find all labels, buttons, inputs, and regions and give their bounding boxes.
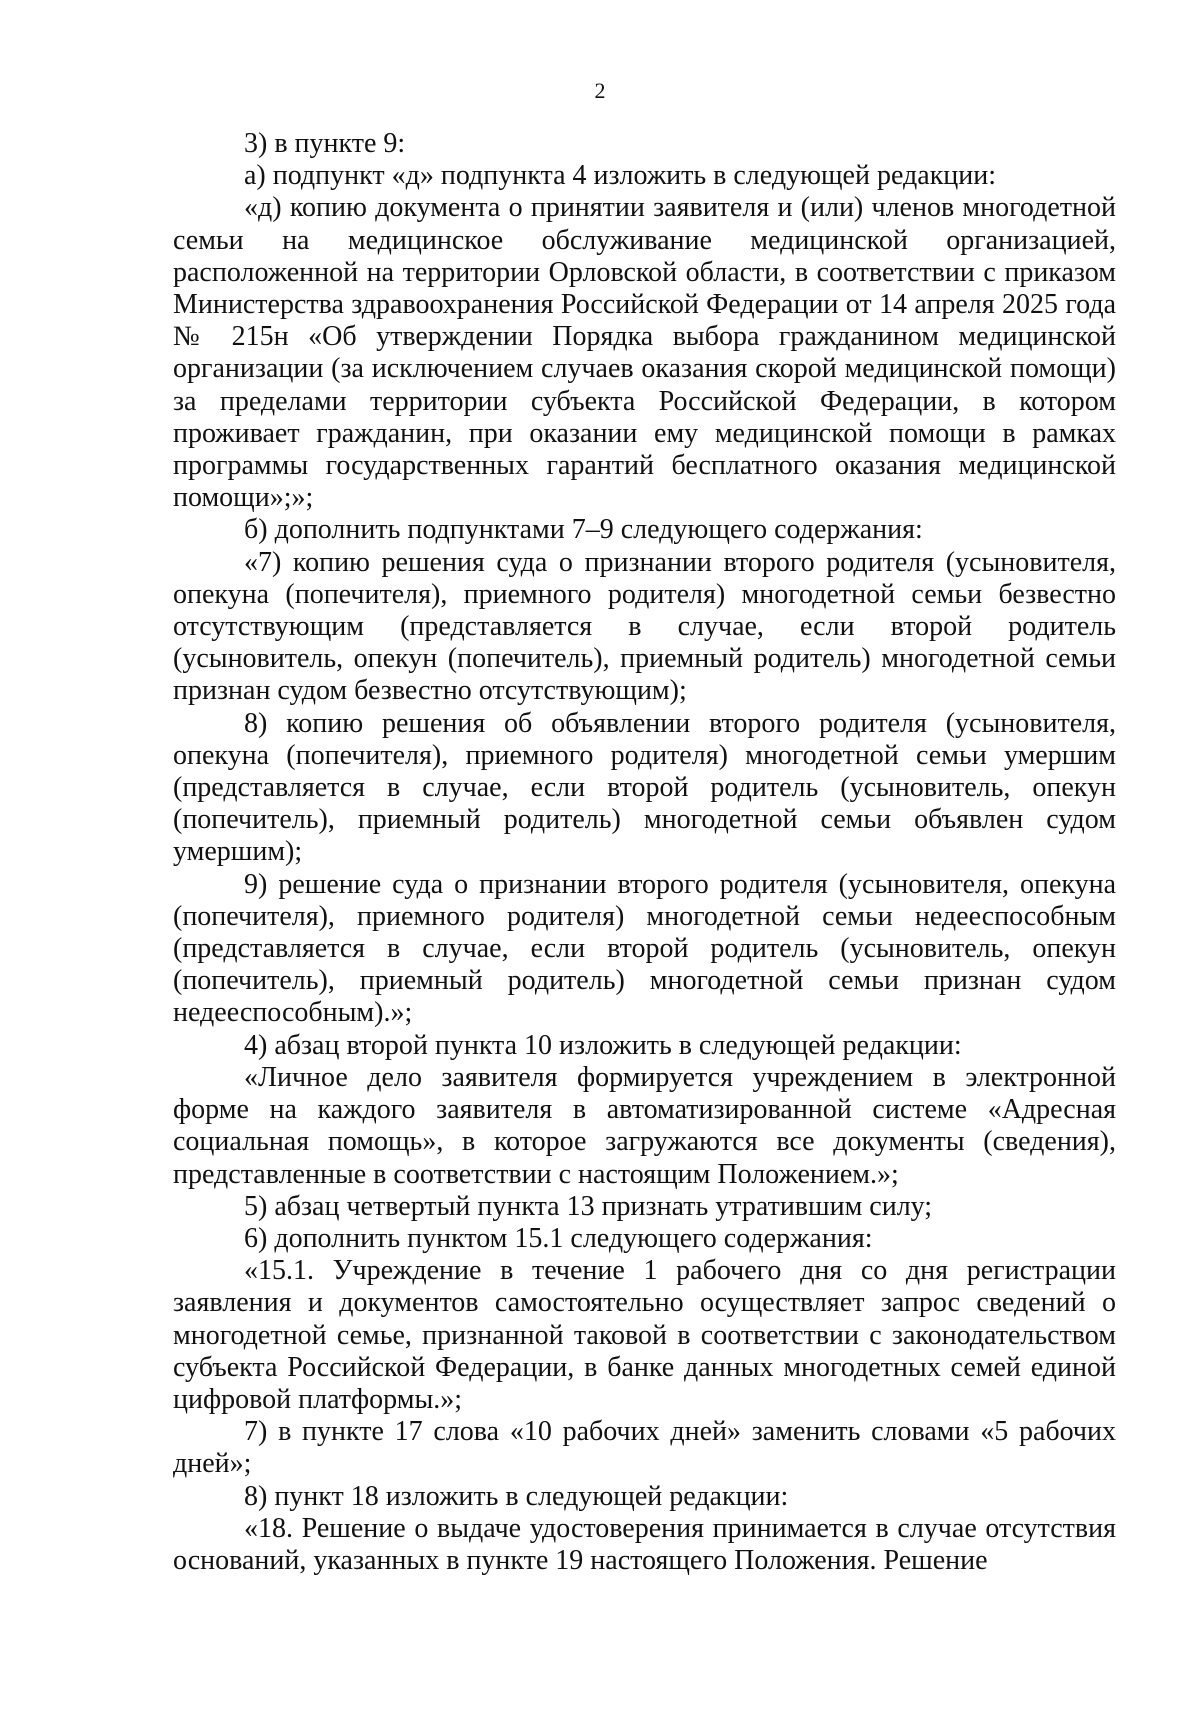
paragraph-quote-personal-file: «Личное дело заявителя формируется учреждением в электронной форме на каждого заявителя в автоматизированной системе «Адресная социальная помощь», в которое загружаются все документы (сведения), представленные в соответствии с настоящим Положением.»;	[173, 1061, 1116, 1190]
page-number: 2	[594, 78, 606, 103]
paragraph-quote-d: «д) копию документа о принятии заявителя и (или) членов многодетной семьи на медицинское обслуживание медицинской организацией, расположенной на территории Орловской области, в соответствии с приказом Министерства здравоохранения Российской Федерации от 14 апреля 2025 года № 215н «Об утверждении Порядка выбора гражданином медицинской организации (за исключением случаев оказания скорой медицинской помощи) за пределами территории субъекта Российской Федерации, в котором проживает гражданин, при оказании ему медицинской помощи в рамках программы государственных гарантий бесплатного оказания медицинской помощи»;»;	[173, 192, 1116, 514]
document-body	[173, 128, 1116, 1577]
paragraph-item-6: 6) дополнить пунктом 15.1 следующего содержания:	[244, 1222, 873, 1254]
paragraph-quote-9: 9) решение суда о признании второго родителя (усыновителя, опекуна (попечителя), приемного родителя) многодетной семьи недееспособным (представляется в случае, если второй родитель (усыновитель, опекун (попечитель), приемный родитель) многодетной семьи признан судом недееспособным).»;	[173, 868, 1116, 1029]
paragraph-subitem-b: б) дополнить подпунктами 7–9 следующего содержания:	[244, 514, 923, 546]
paragraph-item-7: 7) в пункте 17 слова «10 рабочих дней» заменить словами «5 рабочих дней»;	[173, 1416, 1116, 1480]
paragraph-subitem-a: а) подпункт «д» подпункта 4 изложить в следующей редакции:	[244, 160, 997, 192]
paragraph-item-3: 3) в пункте 9:	[244, 128, 406, 159]
paragraph-quote-15-1: «15.1. Учреждение в течение 1 рабочего дня со дня регистрации заявления и документов самостоятельно осуществляет запрос сведений о многодетной семье, признанной таковой в соответствии с законодательством субъекта Российской Федерации, в банке данных многодетных семей единой цифровой платформы.»;	[173, 1255, 1116, 1415]
paragraph-quote-7: «7) копию решения суда о признании второго родителя (усыновителя, опекуна (попечителя), приемного родителя) многодетной семьи безвестно отсутствующим (представляется в случае, если второй родитель (усыновитель, опекун (попечитель), приемный родитель) многодетной семьи признан судом безвестно отсутствующим);	[173, 546, 1116, 707]
paragraph-quote-18: «18. Решение о выдаче удостоверения принимается в случае отсутствия оснований, указанных в пункте 19 настоящего Положения. Решение	[173, 1512, 1116, 1576]
paragraph-item-8: 8) пункт 18 изложить в следующей редакции:	[244, 1480, 789, 1512]
paragraph-item-4: 4) абзац второй пункта 10 изложить в следующей редакции:	[244, 1029, 962, 1061]
paragraph-quote-8: 8) копию решения об объявлении второго родителя (усыновителя, опекуна (попечителя), приемного родителя) многодетной семьи умершим (представляется в случае, если второй родитель (усыновитель, опекун (попечитель), приемный родитель) многодетной семьи объявлен судом умершим);	[173, 707, 1116, 868]
paragraph-item-5: 5) абзац четвертый пункта 13 признать утратившим силу;	[244, 1190, 933, 1222]
